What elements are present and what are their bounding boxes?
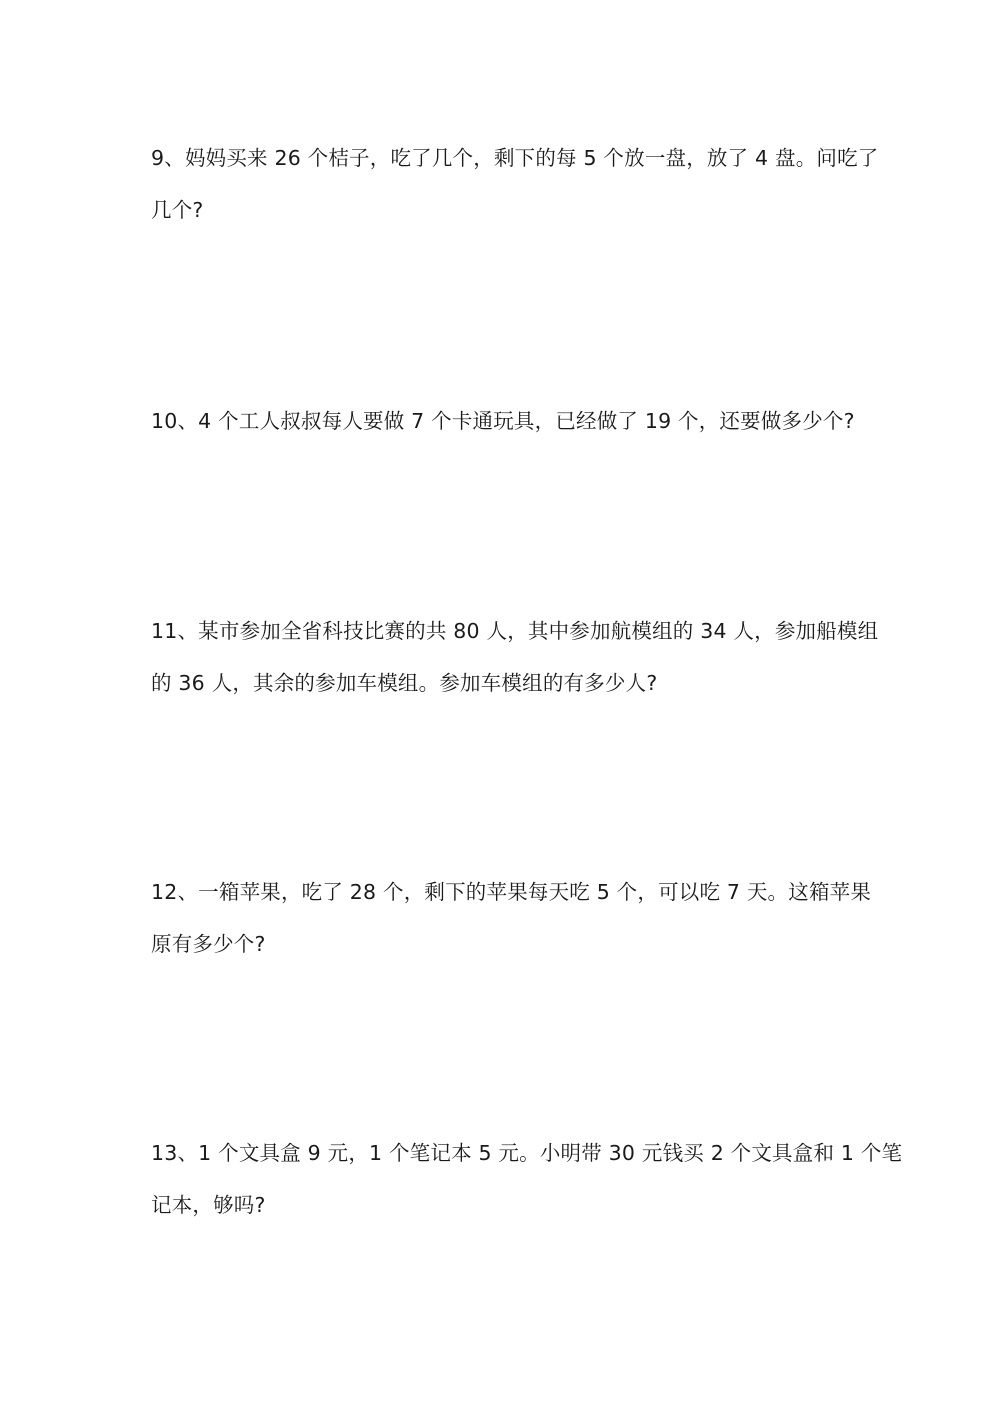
question-13-line-1: 13、1 个文具盒 9 元，1 个笔记本 5 元。小明带 30 元钱买 2 个文具盒和 1 个笔 — [151, 1141, 903, 1165]
question-9 — [151, 132, 879, 236]
question-11 — [151, 605, 879, 709]
question-9-line-1: 9、妈妈买来 26 个桔子，吃了几个，剩下的每 5 个放一盘，放了 4 盘。问吃了 — [151, 146, 879, 170]
question-12-line-1: 12、一箱苹果，吃了 28 个，剩下的苹果每天吃 5 个，可以吃 7 天。这箱苹果 — [151, 880, 872, 904]
question-13 — [151, 1127, 903, 1231]
question-11-line-2: 的 36 人，其余的参加车模组。参加车模组的有多少人? — [151, 671, 658, 695]
question-12-line-2: 原有多少个? — [151, 932, 266, 956]
question-11-line-1: 11、某市参加全省科技比赛的共 80 人，其中参加航模组的 34 人，参加船模组 — [151, 619, 879, 643]
question-13-line-2: 记本，够吗? — [151, 1193, 266, 1217]
question-10 — [151, 395, 856, 447]
question-12 — [151, 866, 872, 970]
question-10-line-1: 10、4 个工人叔叔每人要做 7 个卡通玩具，已经做了 19 个，还要做多少个? — [151, 409, 855, 433]
question-9-line-2: 几个? — [151, 198, 204, 222]
